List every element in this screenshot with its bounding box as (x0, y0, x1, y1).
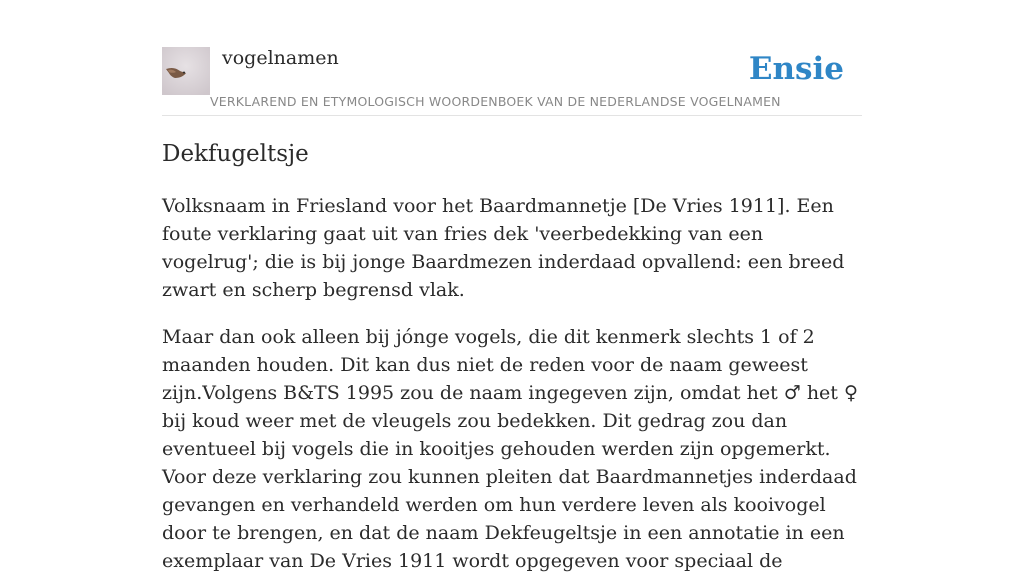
article (162, 138, 862, 575)
article-paragraph: Maar dan ook alleen bij jónge vogels, die dit kenmerk slechts 1 of 2 maanden houden. Dit kan dus niet de reden voor de naam geweest zijn.Volgens B&TS 1995 zou de naam ingegeven zijn, omdat het ♂ het ♀ bij koud weer met de vleugels zou bedekken. Dit gedrag zou dan eventueel bij vogels die in kooitjes gehouden werden zijn opgemerkt. Voor deze verklaring zou kunnen pleiten dat Baardmannetjes inderdaad gevangen en verhandeld werden om hun verdere leven als kooivogel door te brengen, en dat de naam Dekfeugeltsje in een annotatie in een exemplaar van De Vries 1911 wordt opgegeven voor speciaal de (162, 326, 858, 572)
avatar[interactable] (162, 47, 210, 95)
brand-logo[interactable]: Ensie (748, 51, 844, 87)
page-title: Dekfugeltsje (162, 141, 309, 167)
site-subtitle: VERKLAREND EN ETYMOLOGISCH WOORDENBOEK VAN DE NEDERLANDSE VOGELNAMEN (210, 94, 781, 109)
bird-photo-avatar-icon (162, 47, 210, 95)
site-name[interactable]: vogelnamen (222, 47, 339, 69)
article-paragraph: Volksnaam in Friesland voor het Baardmannetje [De Vries 1911]. Een foute verklaring gaat uit van fries dek 'veerbedekking van een vogelrug'; die is bij jonge Baardmezen inderdaad opvallend: een breed zwart en scherp begrensd vlak. (162, 195, 845, 301)
site-header (162, 47, 862, 116)
